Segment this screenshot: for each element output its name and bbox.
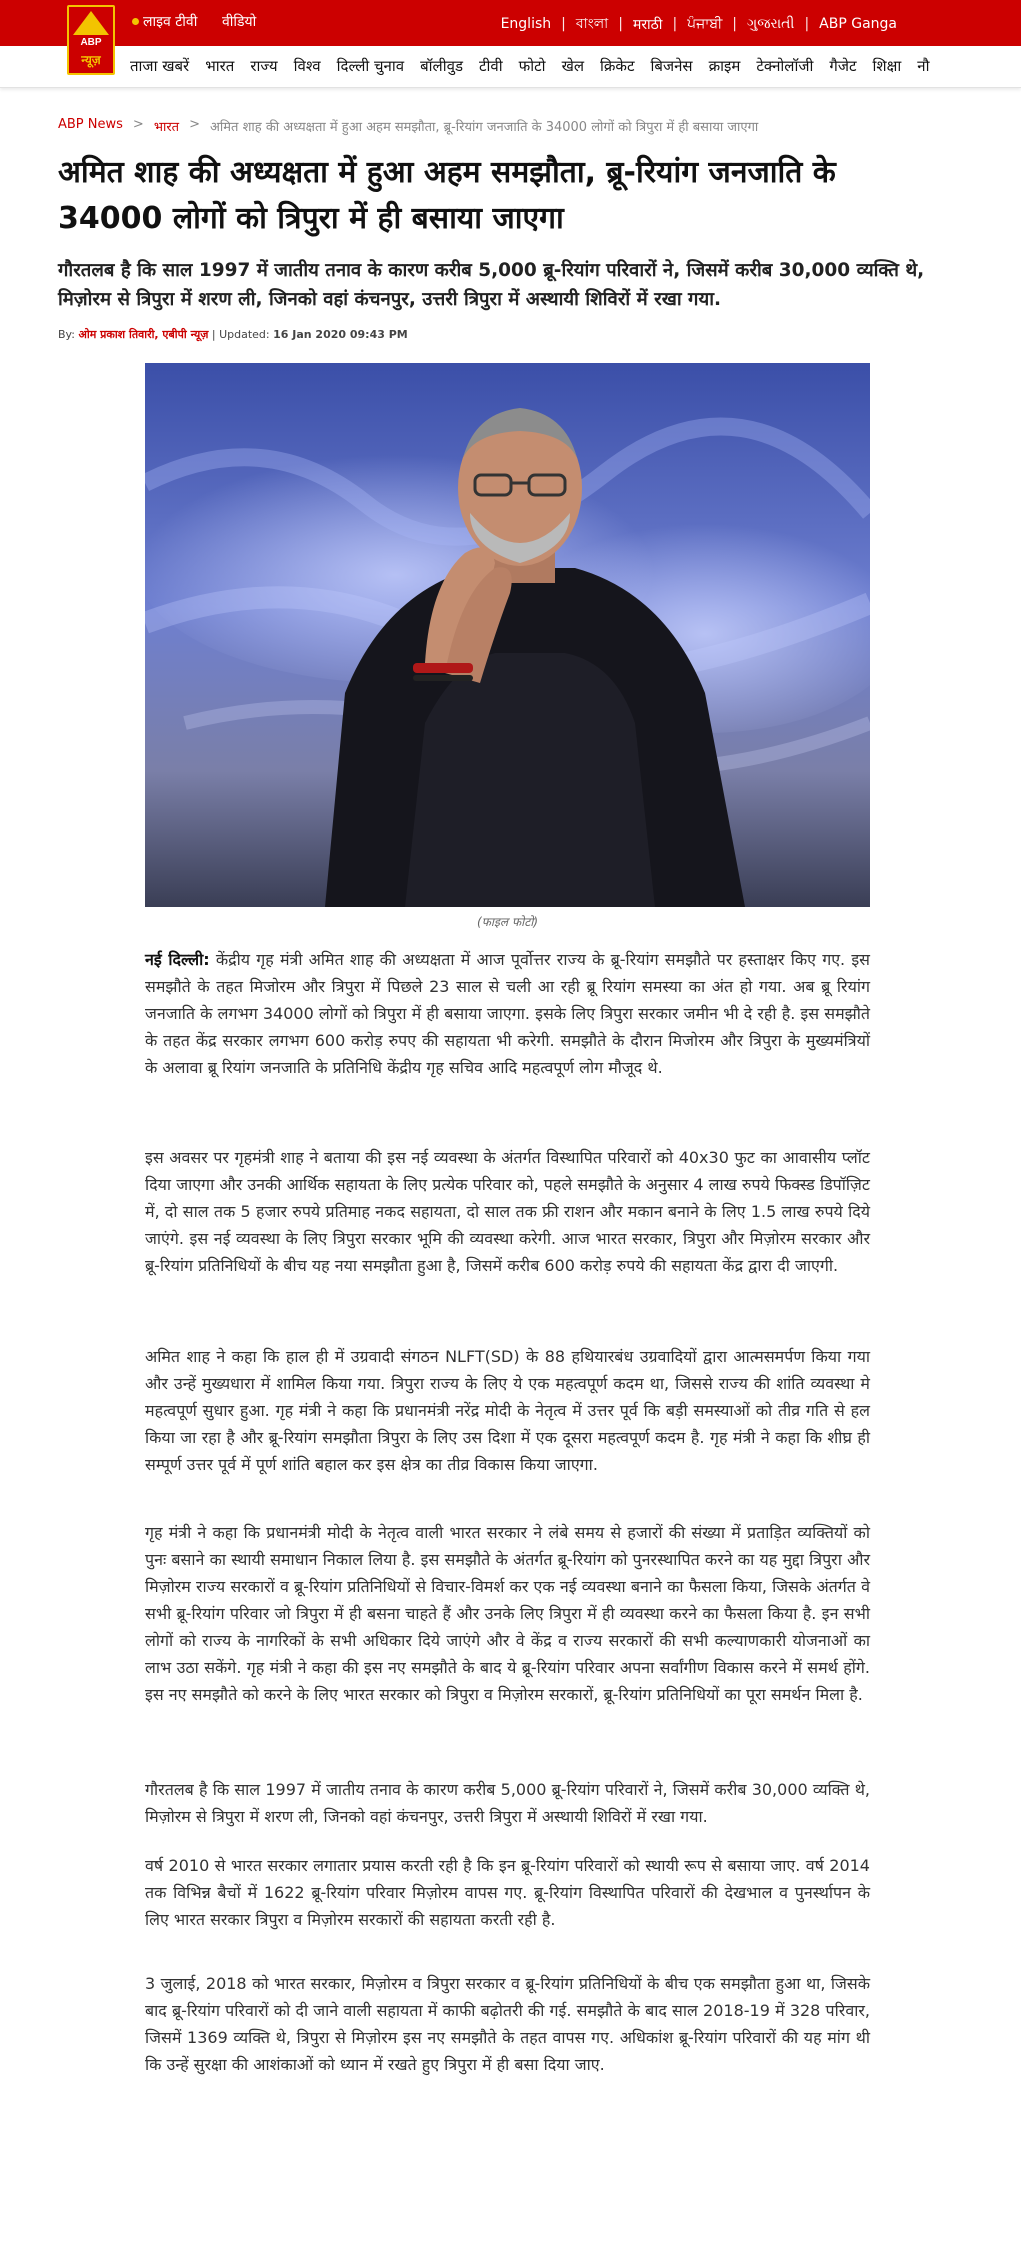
article-paragraph: 3 जुलाई, 2018 को भारत सरकार, मिज़ोरम व त्रिपुरा सरकार व ब्रू-रियांग प्रतिनिधियों के बीच एक समझौता हुआ था, जिसके बाद ब्रू-रियांग परिवारों को दी जाने वाली सहायता में काफी बढ़ोतरी की गई. समझौते के बाद साल 2018-19 में 328 परिवार, जिसमें 1369 व्यक्ति थे, त्रिपुरा से मिज़ोरम इस नए समझौते के तहत वापस गए. अधिकांश ब्रू-रियांग परिवारों की यह मांग थी कि उन्हें सुरक्षा की आशंकाओं को ध्यान में रखते हुए त्रिपुरा में ही बसा दिया जाए. bbox=[145, 1974, 870, 2074]
lang-separator: | bbox=[672, 16, 678, 32]
nav-item-sports[interactable]: खेल bbox=[561, 57, 585, 75]
article-summary: गौरतलब है कि साल 1997 में जातीय तनाव के कारण करीब 5,000 ब्रू-रियांग परिवारों ने, जिसमें करीब 30,000 व्यक्ति थे, मिज़ोरम से त्रिपुरा में शरण ली, जिनको वहां कंचनपुर, उत्तरी त्रिपुरा में अस्थायी शिविरों में रखा गया. bbox=[58, 260, 925, 310]
live-tv-link[interactable] bbox=[132, 12, 197, 31]
breadcrumb-home[interactable]: ABP News bbox=[58, 117, 123, 132]
lang-marathi[interactable]: मराठी bbox=[632, 16, 663, 33]
dateline-location: नई दिल्ली: bbox=[145, 950, 210, 969]
nav-item-photo[interactable]: फोटो bbox=[518, 57, 546, 75]
nav-item-india[interactable]: भारत bbox=[205, 57, 235, 75]
lang-abp-ganga[interactable]: ABP Ganga bbox=[819, 16, 897, 32]
live-tv-label: लाइव टीवी bbox=[143, 14, 198, 30]
updated-label: Updated: bbox=[219, 328, 270, 341]
article-paragraph bbox=[145, 946, 870, 1081]
paragraph-text: केंद्रीय गृह मंत्री अमित शाह की अध्यक्षता में आज पूर्वोत्तर राज्य के ब्रू-रियांग समझौते पर हस्ताक्षर किए गए. इस समझौते के तहत मिजोरम और त्रिपुरा में पिछले 23 साल से चली आ रही ब्रू रियांग समस्या का अंत हो गया. अब ब्रू रियांग जनजाति के लगभग 34000 लोगों को त्रिपुरा में ही बसाया जाएगा. इसके लिए त्रिपुरा सरकार जमीन भी दे रही है. इस समझौते के तहत केंद्र सरकार लगभग 600 करोड़ रुपए की सहायता भी करेगी. समझौते के दौरान मिजोरम और त्रिपुरा के मुख्यमंत्रियों के अलावा ब्रू रियांग जनजाति के प्रतिनिधि केंद्रीय गृह सचिव आदि महत्वपूर्ण लोग मौजूद थे. bbox=[145, 950, 870, 1077]
author-link[interactable]: ओम प्रकाश तिवारी, एबीपी न्यूज़ bbox=[78, 328, 209, 341]
article-headline: अमित शाह की अध्यक्षता में हुआ अहम समझौता, ब्रू-रियांग जनजाति के 34000 लोगों को त्रिपुरा में ही बसाया जाएगा bbox=[58, 155, 836, 236]
article-paragraph: गृह मंत्री ने कहा कि प्रधानमंत्री मोदी के नेतृत्व वाली भारत सरकार ने लंबे समय से हजारों की संख्या में प्रताड़ित व्यक्तियों को पुनः बसाने का स्थायी समाधान निकाल लिया है. इस समझौते के अंतर्गत ब्रू-रियांग को पुनरस्थापित करने का यह मुद्दा त्रिपुरा और मिज़ोरम राज्य सरकारों व ब्रू-रियांग प्रतिनिधियों से विचार-विमर्श कर एक नई व्यवस्था बनाने का फैसला किया, जिसके अंतर्गत वे सभी ब्रू-रियांग परिवार जो त्रिपुरा में ही बसना चाहते हैं और उनके लिए त्रिपुरा में ही व्यवस्था करने का फैसला किया है. इन सभी लोगों को राज्य के नागरिकों के सभी अधिकार दिये जाएंगे और वे केंद्र व राज्य सरकारों की सभी कल्याणकारी योजनाओं का लाभ उठा सकेंगे. गृह मंत्री ने कहा की इस नए समझौते के बाद ये ब्रू-रियांग परिवार अपना सर्वांगीण विकास करने में समर्थ होंगे. इस नए समझौते को करने के लिए भारत सरकार को त्रिपुरा व मिज़ोरम सरकारों, ब्रू-रियांग प्रतिनिधियों का पूरा समर्थन मिला है. bbox=[145, 1523, 870, 1704]
article-image bbox=[145, 363, 870, 907]
byline-separator: | bbox=[211, 328, 220, 341]
lang-separator: | bbox=[804, 16, 810, 32]
image-caption: (फाइल फोटो) bbox=[476, 915, 539, 929]
nav-item-tv[interactable]: टीवी bbox=[478, 57, 503, 75]
lang-bangla[interactable]: বাংলা bbox=[575, 16, 609, 32]
breadcrumb-current: अमित शाह की अध्यक्षता में हुआ अहम समझौता, ब्रू-रियांग जनजाति के 34000 लोगों को त्रिपुरा में ही बसाया जाएगा bbox=[209, 120, 759, 135]
breadcrumb-section[interactable]: भारत bbox=[153, 120, 180, 135]
video-link[interactable]: वीडियो bbox=[222, 14, 257, 30]
breadcrumb bbox=[58, 117, 758, 135]
lang-separator: | bbox=[732, 16, 738, 32]
main-nav bbox=[0, 46, 1021, 88]
breadcrumb-separator: > bbox=[132, 117, 144, 132]
nav-item-education[interactable]: शिक्षा bbox=[872, 57, 902, 75]
nav-item-bollywood[interactable]: बॉलीवुड bbox=[420, 57, 463, 75]
nav-item-latest[interactable]: ताजा खबरें bbox=[130, 57, 190, 75]
byline-prefix: By: bbox=[58, 328, 75, 341]
breadcrumb-separator: > bbox=[189, 117, 200, 132]
nav-item-technology[interactable]: टेक्नोलॉजी bbox=[756, 57, 814, 75]
nav-item-crime[interactable]: क्राइम bbox=[708, 57, 741, 75]
top-bar bbox=[0, 0, 1021, 46]
article-paragraph: वर्ष 2010 से भारत सरकार लगातार प्रयास करती रही है कि इन ब्रू-रियांग परिवारों को स्थायी रूप से बसाया जाए. वर्ष 2014 तक विभिन्न बैचों में 1622 ब्रू-रियांग परिवार मिज़ोरम वापस गए. ब्रू-रियांग विस्थापित परिवारों की देखभाल व पुनर्स्थापन के लिए भारत सरकार त्रिपुरा व मिज़ोरम सरकारों की सहायता करती रही है. bbox=[145, 1856, 870, 1929]
article-paragraph: अमित शाह ने कहा कि हाल ही में उग्रवादी संगठन NLFT(SD) के 88 हथियारबंध उग्रवादियों द्वारा आत्मसमर्पण किया गया और उन्हें मुख्यधारा में शामिल किया गया. त्रिपुरा राज्य के लिए ये एक महत्वपूर्ण कदम था, जिससे राज्य की शांति व्यवस्था मे महत्वपूर्ण सुधार हुआ. गृह मंत्री ने कहा कि प्रधानमंत्री नरेंद्र मोदी के नेतृत्व में उत्तर पूर्व कि बड़ी समस्याओं को तीव्र गति से हल किया जा रहा है और ब्रू-रियांग समझौता त्रिपुरा के लिए उस दिशा में एक दूसरा महत्वपूर्ण कदम है. गृह मंत्री ने कहा कि शीघ्र ही सम्पूर्ण उत्तर पूर्व में पूर्ण शांति बहाल कर इस क्षेत्र का तीव्र विकास किया जाएगा. bbox=[145, 1347, 870, 1474]
language-switcher bbox=[491, 12, 907, 36]
nav-item-more[interactable]: नौ bbox=[917, 57, 930, 75]
article-byline bbox=[58, 327, 408, 342]
lang-separator: | bbox=[561, 16, 566, 32]
nav-item-delhi-election[interactable]: दिल्ली चुनाव bbox=[336, 57, 405, 75]
nav-item-world[interactable]: विश्व bbox=[293, 57, 321, 75]
lang-punjabi[interactable]: ਪੰਜਾਬੀ bbox=[687, 16, 723, 32]
lang-separator: | bbox=[618, 16, 623, 32]
abp-news-logo[interactable] bbox=[67, 5, 115, 75]
nav-item-business[interactable]: बिजनेस bbox=[650, 57, 693, 75]
nav-item-gadget[interactable]: गैजेट bbox=[829, 57, 857, 75]
logo-abp-text: ABP bbox=[80, 37, 102, 48]
logo-news-text: न्यूज़ bbox=[81, 53, 101, 67]
updated-time: 16 Jan 2020 09:43 PM bbox=[273, 328, 408, 341]
nav-item-states[interactable]: राज्य bbox=[250, 57, 278, 75]
article-paragraph: इस अवसर पर गृहमंत्री शाह ने बताया की इस नई व्यवस्था के अंतर्गत विस्थापित परिवारों को 40x30 फुट का आवासीय प्लॉट दिया जाएगा और उनकी आर्थिक सहायता के लिए प्रत्येक परिवार को, पहले समझौते के अनुसार 4 लाख रुपये फिक्स्ड डिपॉज़िट में, दो साल तक 5 हजार रुपये प्रतिमाह नकद सहायता, दो साल तक फ्री राशन और मकान बनाने के लिए 1.5 लाख रुपये दिये जाएंगे. इस नई व्यवस्था के लिए त्रिपुरा सरकार भूमि की व्यवस्था करेगी. आज भारत सरकार, त्रिपुरा और मिज़ोरम सरकार और ब्रू-रियांग प्रतिनिधियों के बीच यह नया समझौता हुआ है, जिसमें करीब 600 करोड़ रुपये की सहायता केंद्र द्वारा दी जाएगी. bbox=[145, 1148, 870, 1275]
logo-triangle-icon bbox=[73, 11, 109, 35]
live-dot-icon bbox=[132, 18, 139, 25]
article-paragraph: गौरतलब है कि साल 1997 में जातीय तनाव के कारण करीब 5,000 ब्रू-रियांग परिवारों ने, जिसमें करीब 30,000 व्यक्ति थे, मिज़ोरम से त्रिपुरा में शरण ली, जिनको वहां कंचनपुर, उत्तरी त्रिपुरा में अस्थायी शिविरों में रखा गया. bbox=[145, 1780, 870, 1826]
lang-gujarati[interactable]: ગુજરાતી bbox=[747, 16, 795, 32]
nav-item-cricket[interactable]: क्रिकेट bbox=[600, 57, 635, 75]
lang-english[interactable]: English bbox=[500, 16, 552, 32]
article-photo-illustration bbox=[145, 363, 870, 907]
